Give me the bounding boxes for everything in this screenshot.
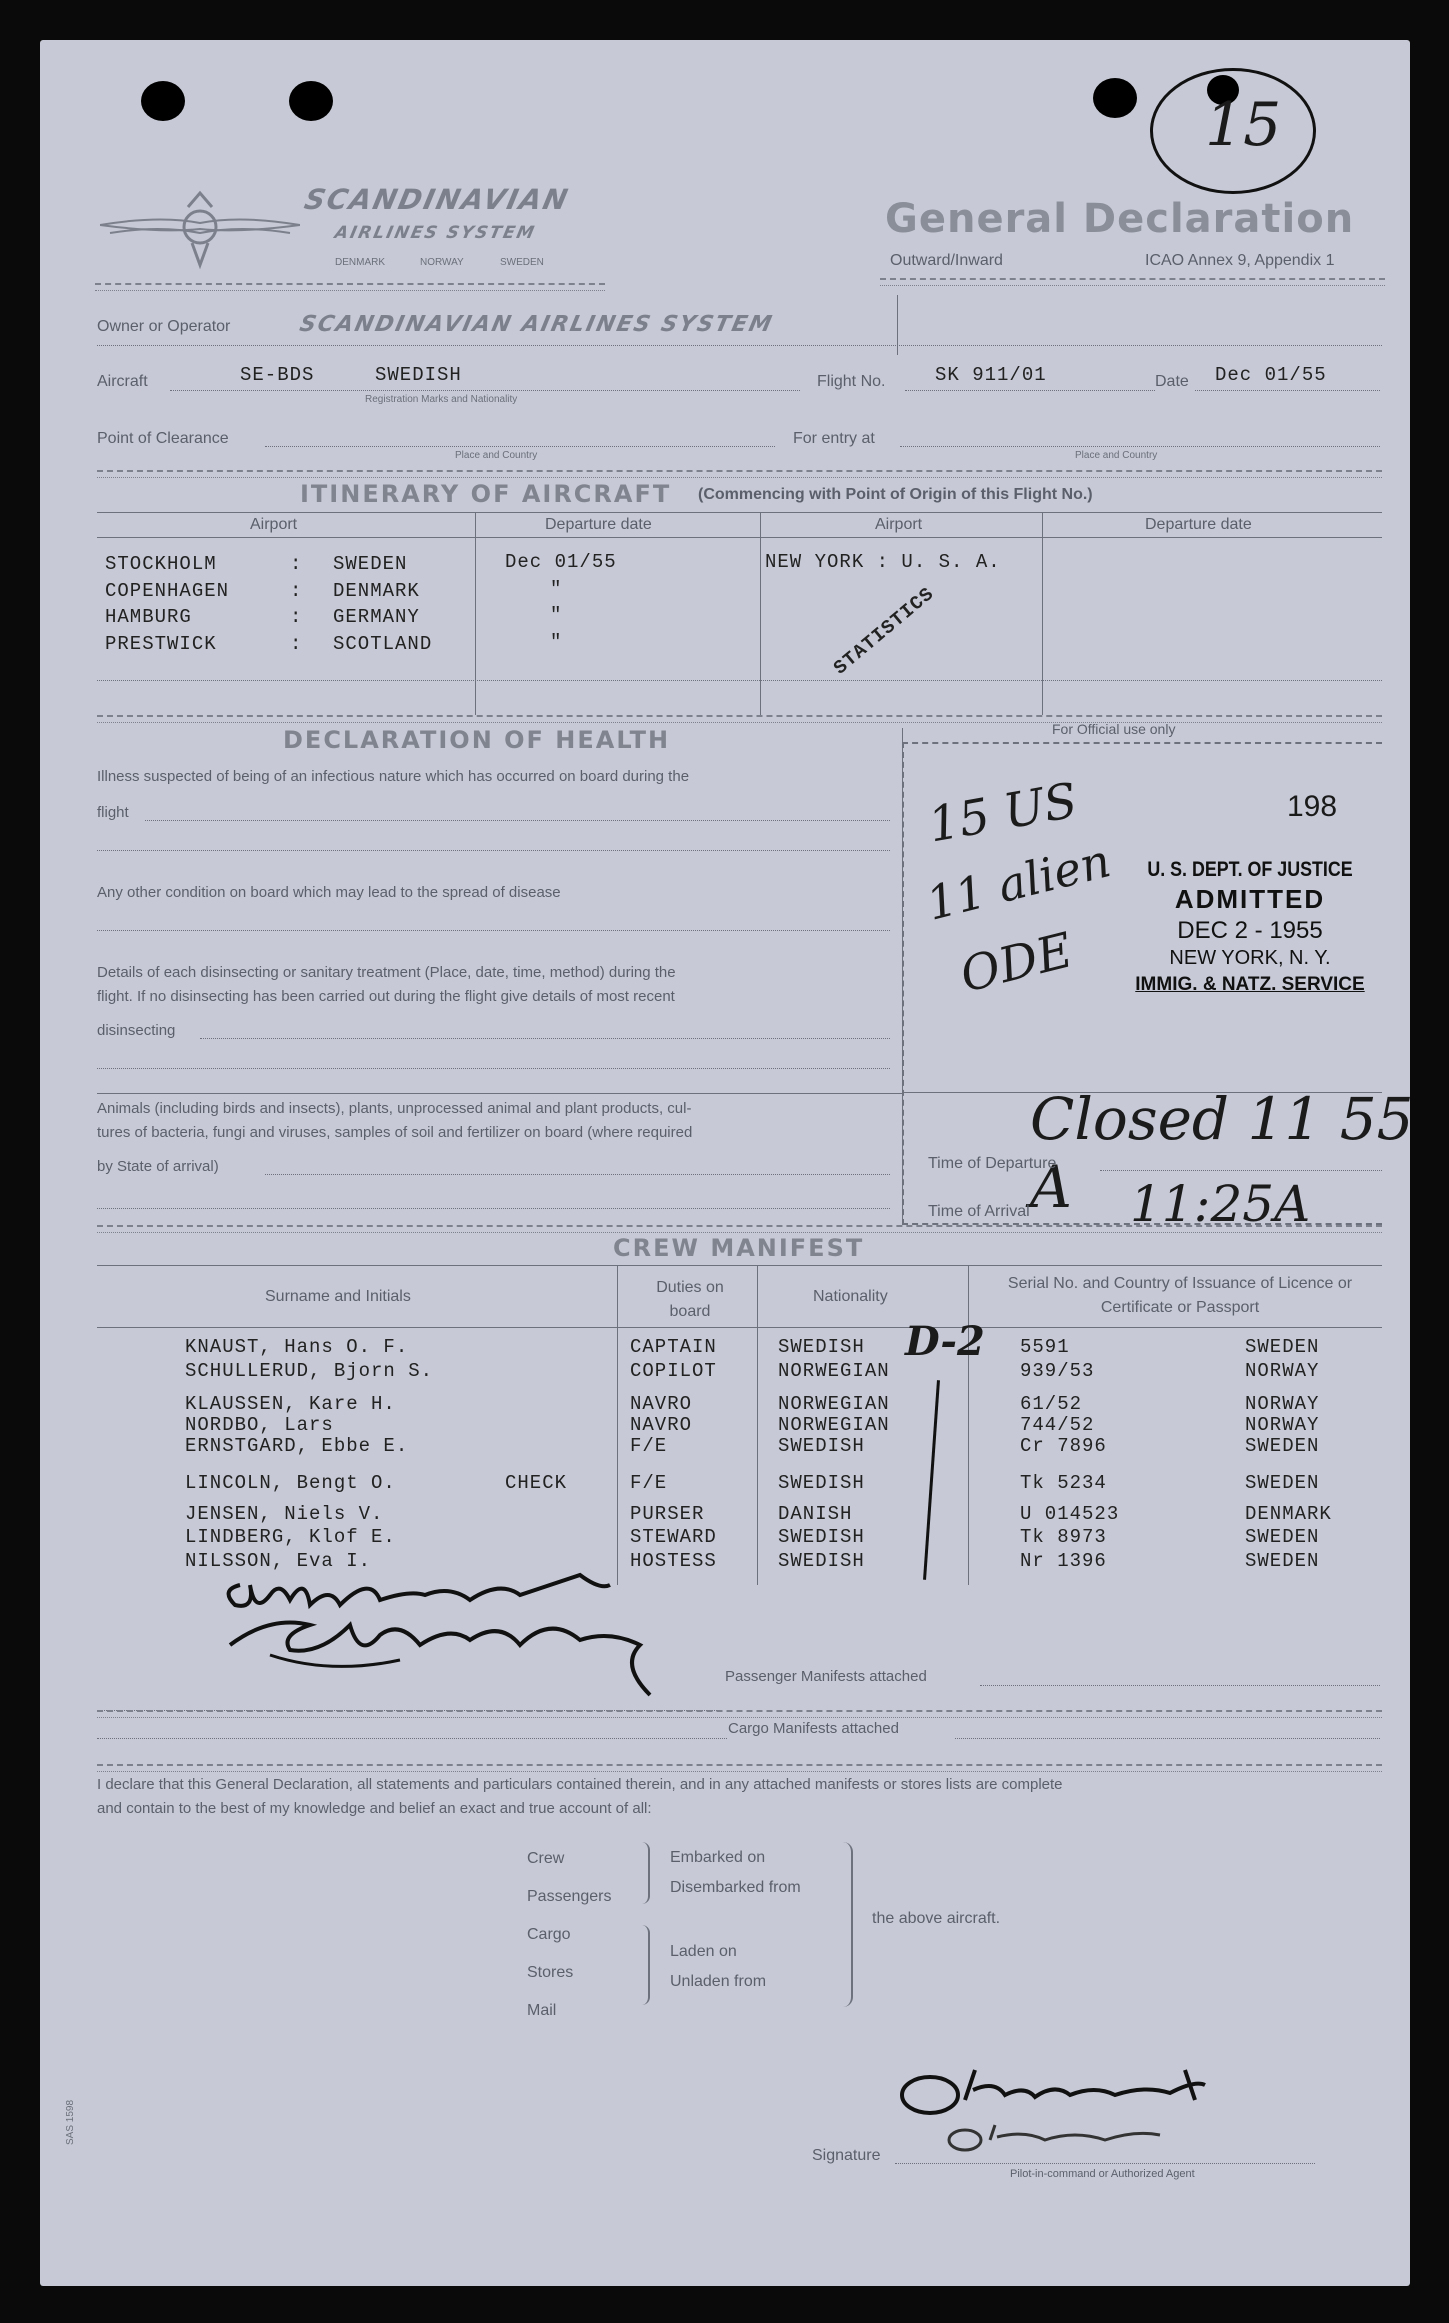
crew-nationality: DANISH [778,1503,853,1525]
crew-country: SWEDEN [1245,1550,1320,1572]
crew-name: KNAUST, Hans O. F. [185,1336,409,1358]
flight-label: Flight No. [817,373,886,390]
crew-name: NILSSON, Eva I. [185,1550,372,1572]
itin-date: " [550,604,563,626]
itin-country: DENMARK [333,580,420,602]
crew-nationality: SWEDISH [778,1550,865,1572]
form-code: SAS 1598 [65,2099,76,2145]
crew-country: SWEDEN [1245,1472,1320,1494]
stamp-date: DEC 2 - 1955 [1177,917,1323,944]
form-title: General Declaration [885,196,1355,242]
itin-city: COPENHAGEN [105,580,230,602]
flight-number: SK 911/01 [935,364,1047,386]
itinerary-note: (Commencing with Point of Origin of this Flight No.) [698,486,1093,503]
owner-value: SCANDINAVIAN AIRLINES SYSTEM [297,312,776,337]
crew-name: LINDBERG, Klof E. [185,1526,396,1548]
decl-laden: Laden on [670,1943,737,1960]
crew-name: LINCOLN, Bengt O. [185,1472,396,1494]
itin-country: GERMANY [333,606,420,628]
icao-reference: ICAO Annex 9, Appendix 1 [1145,252,1335,269]
crew-signature-image [210,1565,680,1715]
crew-duty: NAVRO [630,1414,693,1436]
corner-number: 15 [1205,90,1282,160]
crew-duty: COPILOT [630,1360,717,1382]
crew-header-duties: Duties on board [656,1279,724,1320]
crew-nationality: NORWEGIAN [778,1393,890,1415]
itin-date: " [550,578,563,600]
stamp-admitted: ADMITTED [1174,884,1326,914]
signature-label: Signature [812,2147,881,2164]
itin-date: " [550,631,563,653]
brace-2 [640,1925,650,2005]
itin-date: Dec 01/55 [505,551,617,573]
declaration-text-2: and contain to the best of my knowledge and belief an exact and true account of all: [97,1800,652,1817]
crew-serial: Cr 7896 [1020,1435,1107,1457]
crew-serial: 5591 [1020,1336,1070,1358]
crew-check-note: CHECK [505,1472,568,1494]
itin-row: PRESTWICK : SCOTLAND [105,631,475,658]
health-title: DECLARATION OF HEALTH [283,726,671,754]
itin-header-date-1: Departure date [545,516,652,533]
declaration-col1 [527,1840,612,2030]
punch-hole [289,81,333,121]
decl-disembarked: Disembarked from [670,1879,801,1896]
crew-duty: PURSER [630,1503,705,1525]
crew-country: SWEDEN [1245,1526,1320,1548]
health-q3b: flight. If no disinsecting has been carried out during the flight give details of most recent [97,988,675,1005]
punch-hole [141,81,185,121]
clearance-label: Point of Clearance [97,430,229,447]
declaration-col2a [670,1843,801,1903]
airline-logo-icon [100,185,300,275]
health-q4: Animals (including birds and insects), plants, unprocessed animal and plant products, cul- [97,1100,692,1117]
country-1: DENMARK [335,257,386,268]
pilot-signature-image [895,2055,1295,2165]
crew-country: SWEDEN [1245,1435,1320,1457]
declaration-text-1: I declare that this General Declaration, all statements and particulars contained therein, and in any attached manifests or stores lists are complete [97,1776,1063,1793]
form-subtitle: Outward/Inward [890,252,1003,269]
entry-caption: Place and Country [1075,450,1158,461]
declaration-col2b [670,1937,766,1997]
handwritten-initials: ODE [954,922,1078,1004]
decl-unladen: Unladen from [670,1973,767,1990]
crew-name: JENSEN, Niels V. [185,1503,384,1525]
crew-country: NORWAY [1245,1414,1320,1436]
itin-header-airport-1: Airport [250,516,298,533]
health-q4b: tures of bacteria, fungi and viruses, samples of soil and fertilizer on board (where required [97,1124,693,1141]
crew-header-nationality: Nationality [813,1288,888,1305]
handwritten-d2: D-2 [905,1318,985,1365]
registration-caption: Registration Marks and Nationality [365,394,518,405]
brace-1 [640,1842,650,1904]
crew-duty: CAPTAIN [630,1336,717,1358]
health-q4c: by State of arrival) [97,1158,219,1175]
crew-title: CREW MANIFEST [613,1234,865,1262]
date-value: Dec 01/55 [1215,364,1327,386]
country-2: NORWAY [420,257,464,268]
crew-name: SCHULLERUD, Bjorn S. [185,1360,434,1382]
crew-duty: F/E [630,1435,668,1457]
crew-country: NORWAY [1245,1393,1320,1415]
crew-country: NORWAY [1245,1360,1320,1382]
airline-subname: AIRLINES SYSTEM [332,223,538,243]
admitted-stamp [1120,858,1380,996]
itin-row: STOCKHOLM : SWEDEN [105,551,475,578]
declaration-col3: the above aircraft. [872,1910,1001,1927]
arrival-label: Time of Arrival [928,1203,1030,1220]
crew-serial: Nr 1396 [1020,1550,1107,1572]
health-q1b: flight [97,804,129,821]
handwritten-count-us: 15 US [924,772,1082,854]
entry-label: For entry at [793,430,875,447]
decl-cargo: Cargo [527,1926,571,1943]
itin-header-date-2: Departure date [1145,516,1252,533]
date-label: Date [1155,373,1189,390]
brace-3 [843,1842,853,2007]
departure-label: Time of Departure [928,1155,1057,1172]
itin-header-airport-2: Airport [875,516,923,533]
arrival-time: 11:25A [1130,1175,1311,1233]
cargo-manifest-note: Cargo Manifests attached [728,1720,899,1737]
official-number: 198 [1287,790,1338,823]
crew-duty: HOSTESS [630,1550,717,1572]
crew-name: KLAUSSEN, Kare H. [185,1393,396,1415]
decl-mail: Mail [527,2002,557,2019]
clearance-caption: Place and Country [455,450,538,461]
stamp-service: IMMIG. & NATZ. SERVICE [1135,974,1365,995]
crew-country: DENMARK [1245,1503,1332,1525]
crew-serial: 61/52 [1020,1393,1083,1415]
airline-name: SCANDINAVIAN [301,183,573,216]
itin-row: HAMBURG : GERMANY [105,604,475,631]
signature-caption: Pilot-in-command or Authorized Agent [1010,2168,1195,2180]
itin-country: SCOTLAND [333,633,433,655]
aircraft-nationality: SWEDISH [375,364,462,386]
passenger-manifest-note: Passenger Manifests attached [725,1668,927,1685]
punch-hole [1093,78,1137,118]
decl-embarked: Embarked on [670,1849,766,1866]
health-q3c: disinsecting [97,1022,176,1039]
health-q3: Details of each disinsecting or sanitary treatment (Place, date, time, method) during the [97,964,676,981]
stamp-city: NEW YORK, N. Y. [1169,947,1331,969]
crew-nationality: SWEDISH [778,1526,865,1548]
decl-passengers: Passengers [527,1888,612,1905]
crew-nationality: SWEDISH [778,1336,865,1358]
official-label: For Official use only [1052,721,1176,737]
itin-row: COPENHAGEN : DENMARK [105,578,475,605]
crew-serial: 744/52 [1020,1414,1095,1436]
crew-duty: STEWARD [630,1526,717,1548]
health-q1: Illness suspected of being of an infectious nature which has occurred on board during the [97,768,690,785]
itin-city: PRESTWICK [105,633,217,655]
crew-serial: Tk 8973 [1020,1526,1107,1548]
crew-duty: NAVRO [630,1393,693,1415]
crew-nationality: NORWEGIAN [778,1414,890,1436]
crew-name: NORDBO, Lars [185,1414,334,1436]
crew-header-serial: Serial No. and Country of Issuance of Licence or Certificate or Passport [1007,1275,1353,1316]
crew-nationality: NORWEGIAN [778,1360,890,1382]
crew-country: SWEDEN [1245,1336,1320,1358]
itin-country: SWEDEN [333,553,408,575]
crew-serial: Tk 5234 [1020,1472,1107,1494]
itin-destination: NEW YORK : U. S. A. [765,551,1001,573]
health-q2: Any other condition on board which may lead to the spread of disease [97,884,561,901]
handwritten-count-alien: 11 alien [921,833,1116,931]
handwritten-closed: Closed 11 55 A [1030,1085,1414,1221]
itin-city: STOCKHOLM [105,553,217,575]
crew-name: ERNSTGARD, Ebbe E. [185,1435,409,1457]
stamp-dept: U. S. DEPT. OF JUSTICE [1147,858,1353,881]
aircraft-label: Aircraft [97,373,148,390]
statistics-stamp: STATISTICS [829,582,939,680]
decl-stores: Stores [527,1964,574,1981]
owner-label: Owner or Operator [97,318,231,335]
crew-nationality: SWEDISH [778,1472,865,1494]
country-3: SWEDEN [500,257,544,268]
crew-nationality: SWEDISH [778,1435,865,1457]
aircraft-registration: SE-BDS [240,364,315,386]
decl-crew: Crew [527,1850,565,1867]
itinerary-title: ITINERARY OF AIRCRAFT [300,480,672,508]
crew-serial: U 014523 [1020,1503,1120,1525]
crew-header-name: Surname and Initials [265,1288,411,1305]
crew-serial: 939/53 [1020,1360,1095,1382]
crew-duty: F/E [630,1472,668,1494]
itin-city: HAMBURG [105,606,192,628]
